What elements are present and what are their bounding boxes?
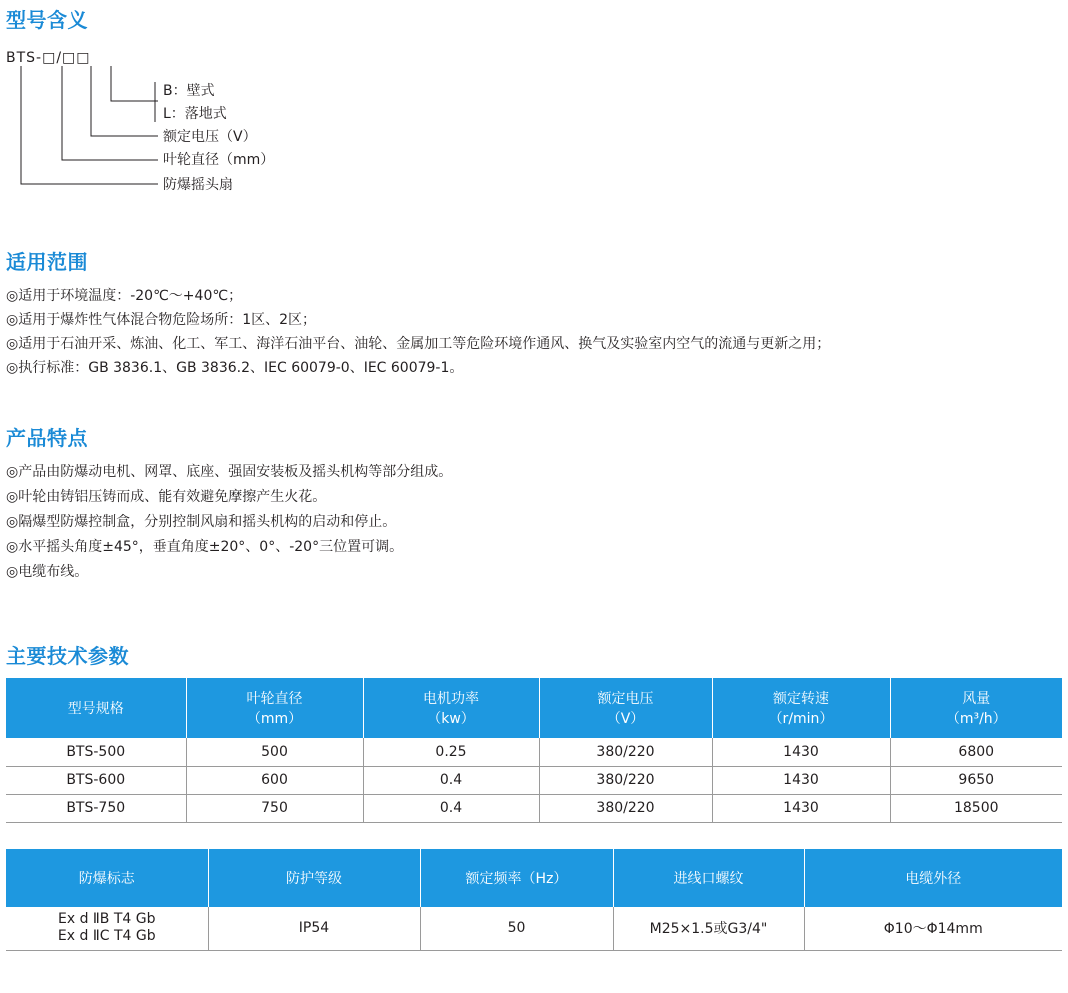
header-speed: 额定转速 （r/min） xyxy=(712,678,890,738)
table-row xyxy=(6,738,1062,766)
section-title-params: 主要技术参数 xyxy=(6,644,129,668)
feature-item: ◎水平摇头角度±45°，垂直角度±20°、0°、-20°三位置可调。 xyxy=(6,539,404,555)
cell-voltage: 380/220 xyxy=(539,738,712,766)
spec-table-main xyxy=(6,678,1062,823)
cell-impeller: 500 xyxy=(186,738,363,766)
cell-ip: IP54 xyxy=(208,907,420,950)
cell-model: BTS-500 xyxy=(6,738,186,766)
diagram-label-product: 防爆摇头扇 xyxy=(163,177,233,193)
feature-item: ◎产品由防爆动电机、网罩、底座、强固安装板及摇头机构等部分组成。 xyxy=(6,464,453,480)
diagram-label-floor: L：落地式 xyxy=(163,106,227,122)
feature-item: ◎电缆布线。 xyxy=(6,564,89,580)
cell-airflow: 9650 xyxy=(890,766,1062,794)
section-title-features: 产品特点 xyxy=(6,426,88,450)
cell-power: 0.4 xyxy=(363,766,539,794)
header-voltage: 额定电压 （V） xyxy=(539,678,712,738)
header-power: 电机功率 （kw） xyxy=(363,678,539,738)
cell-cable: Φ10～Φ14mm xyxy=(804,907,1062,950)
feature-item: ◎叶轮由铸铝压铸而成、能有效避免摩擦产生火花。 xyxy=(6,489,327,505)
spec-table-protection xyxy=(6,849,1062,951)
cell-speed: 1430 xyxy=(712,794,890,822)
cell-voltage: 380/220 xyxy=(539,794,712,822)
diagram-label-diameter: 叶轮直径（mm） xyxy=(163,152,275,168)
diagram-label-voltage: 额定电压（V） xyxy=(163,129,257,145)
cell-voltage: 380/220 xyxy=(539,766,712,794)
header-ip: 防护等级 xyxy=(208,849,420,907)
cell-model: BTS-600 xyxy=(6,766,186,794)
header-impeller: 叶轮直径 （mm） xyxy=(186,678,363,738)
diagram-label-wall: B：壁式 xyxy=(163,83,215,99)
scope-item: ◎适用于爆炸性气体混合物危险场所：1区、2区； xyxy=(6,312,317,328)
cell-power: 0.25 xyxy=(363,738,539,766)
cell-speed: 1430 xyxy=(712,766,890,794)
section-title-scope: 适用范围 xyxy=(6,250,88,274)
table-row xyxy=(6,907,1062,950)
cell-thread: M25×1.5或G3/4" xyxy=(613,907,804,950)
table-row xyxy=(6,766,1062,794)
scope-item: ◎执行标准：GB 3836.1、GB 3836.2、IEC 60079-0、IEC 60079-1。 xyxy=(6,360,464,376)
scope-item: ◎适用于环境温度：-20℃～+40℃； xyxy=(6,288,243,304)
cell-impeller: 600 xyxy=(186,766,363,794)
cell-speed: 1430 xyxy=(712,738,890,766)
feature-item: ◎隔爆型防爆控制盒，分别控制风扇和摇头机构的启动和停止。 xyxy=(6,514,397,530)
table-row xyxy=(6,794,1062,822)
model-code: BTS-□/□□ xyxy=(6,50,91,66)
section-title-model: 型号含义 xyxy=(6,8,88,32)
cell-airflow: 6800 xyxy=(890,738,1062,766)
model-diagram-lines xyxy=(0,0,300,200)
cell-power: 0.4 xyxy=(363,794,539,822)
cell-ex-mark: Ex d ⅡB T4 Gb Ex d ⅡC T4 Gb xyxy=(6,907,208,950)
cell-impeller: 750 xyxy=(186,794,363,822)
header-ex-mark: 防爆标志 xyxy=(6,849,208,907)
cell-airflow: 18500 xyxy=(890,794,1062,822)
header-model: 型号规格 xyxy=(6,678,186,738)
header-cable: 电缆外径 xyxy=(804,849,1062,907)
cell-model: BTS-750 xyxy=(6,794,186,822)
cell-frequency: 50 xyxy=(420,907,613,950)
header-thread: 进线口螺纹 xyxy=(613,849,804,907)
header-frequency: 额定频率（Hz） xyxy=(420,849,613,907)
header-airflow: 风量 （m³/h） xyxy=(890,678,1062,738)
scope-item: ◎适用于石油开采、炼油、化工、军工、海洋石油平台、油轮、金属加工等危险环境作通风、换气及实验室内空气的流通与更新之用； xyxy=(6,336,831,352)
